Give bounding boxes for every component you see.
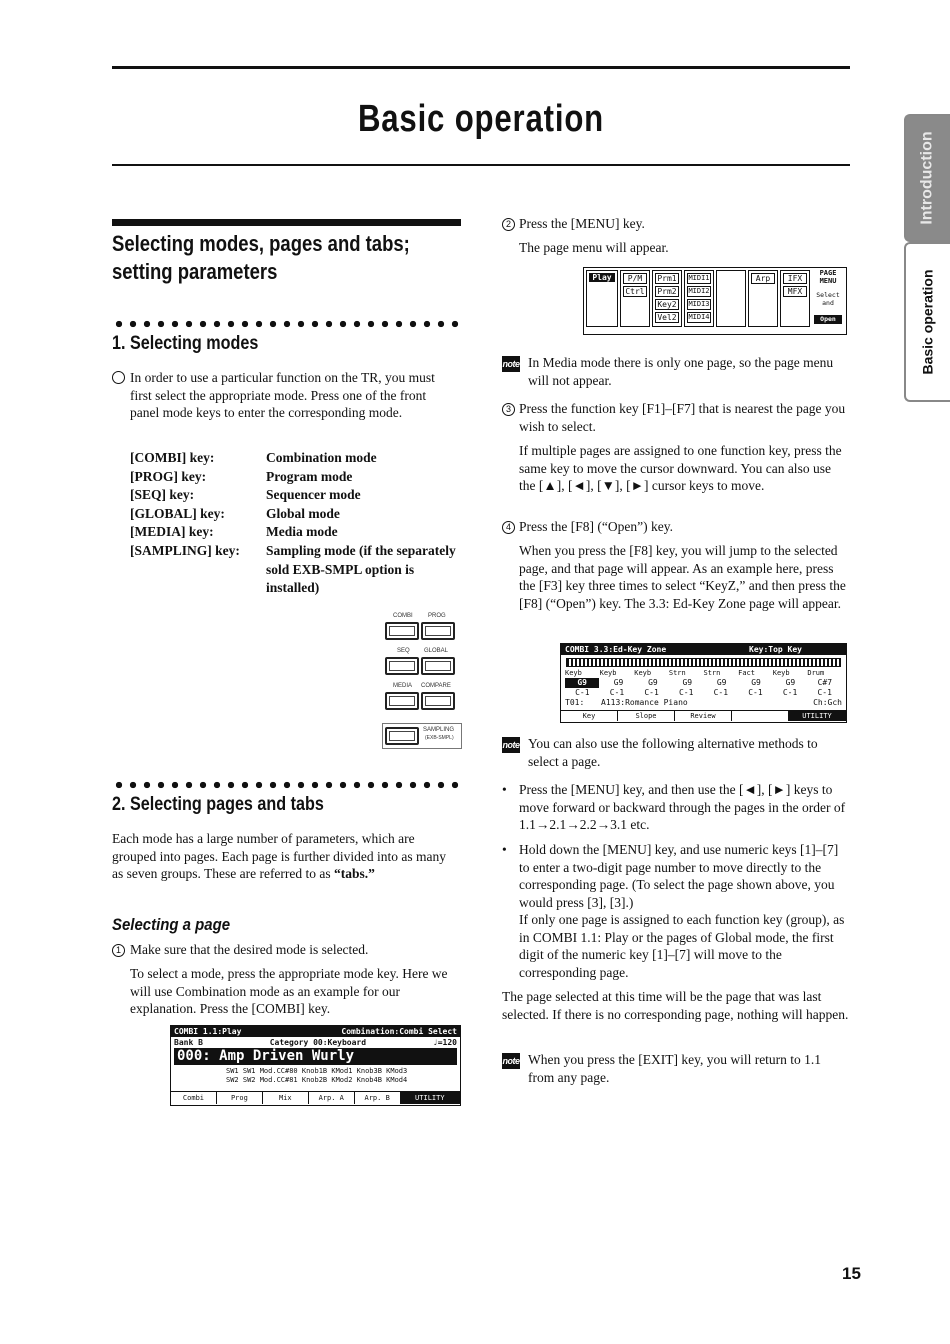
title-rule	[112, 164, 850, 166]
page-number: 15	[842, 1264, 861, 1283]
menu-col-pm: P/M Ctrl	[620, 270, 650, 327]
combi-key-button[interactable]	[385, 622, 419, 640]
table-row: [PROG] key: Program mode	[130, 468, 353, 484]
section-heading: Selecting modes, pages and tabs; setting parameters	[112, 231, 410, 284]
track-row: Keyb Keyb Keyb Strn Strn Fact Keyb Drum	[565, 669, 825, 677]
top-rule	[112, 66, 850, 69]
global-key-button[interactable]	[421, 657, 455, 675]
subsection-heading: 2. Selecting pages and tabs	[112, 794, 324, 815]
lcd-tab-row	[171, 1091, 460, 1104]
selecting-page-heading: Selecting a page	[112, 915, 231, 934]
top-key-row: G9 G9 G9 G9 G9 G9 G9 C#7	[561, 678, 846, 688]
lcd-tab-arp-b[interactable]: Arp. B	[355, 1092, 401, 1104]
note-icon: note	[502, 356, 520, 372]
bottom-key-row: C-1 C-1 C-1 C-1 C-1 C-1 C-1 C-1	[575, 688, 832, 697]
sampling-key-button[interactable]	[385, 727, 419, 745]
mode-key-table	[130, 449, 456, 598]
note-icon: note	[502, 737, 520, 753]
menu-side-panel: PAGE MENU Select and Open	[812, 269, 844, 331]
lcd-tab-empty	[732, 711, 789, 721]
bullet-menu-cursor: • Press the [MENU] key, and then use the [◄], [►] keys to move forward or backward through the pages in the order of 1.1→2.1→2.2→3.1 etc.	[502, 782, 846, 833]
lcd-ctrl-row-1: SW1 SW1 Mod.CC#80 Knob1B KMod1 Knob3B KMod3	[226, 1067, 408, 1075]
lcd-tab-mix[interactable]: Mix	[263, 1092, 309, 1104]
lcd-ctrl-row-2: SW2 SW2 Mod.CC#81 Knob2B KMod2 Knob4B KMod4	[226, 1076, 408, 1084]
bullet-icon: •	[502, 782, 507, 797]
lcd-tab-slope[interactable]: Slope	[618, 711, 675, 721]
subsection-heading: 1. Selecting modes	[112, 333, 259, 354]
lcd-title-bar: COMBI 3.3:Ed-Key Zone Key:Top Key	[561, 644, 846, 655]
note-media-mode: In Media mode there is only one page, so the page menu will not appear.	[528, 355, 834, 388]
menu-col-arp: Arp	[748, 270, 778, 327]
lcd-title-bar: COMBI 1.1:Play Combination:Combi Select	[171, 1026, 460, 1037]
prog-key-button[interactable]	[421, 622, 455, 640]
lcd-combi-name: 000: Amp Driven Wurly	[174, 1048, 457, 1065]
menu-col-empty	[716, 270, 746, 327]
table-row: [SAMPLING] key: Sampling mode (if the separately sold EXB-SMPL option is installed)	[130, 542, 456, 596]
program-row: T01: A113:Romance Piano Ch:Gch	[565, 698, 842, 707]
menu-col-fx: IFX MFX	[780, 270, 810, 327]
step-1-detail: To select a mode, press the appropriate mode key. Here we will use Combination mode as an example for our explanation. Press the [COMBI] key.	[130, 966, 448, 1017]
pages-paragraph: Each mode has a large number of parameters, which are grouped into pages. Each page is further divided into as many as seven groups. These are referred to as “tabs.”	[112, 831, 447, 882]
step-number-1: 1	[112, 944, 125, 957]
table-row: [MEDIA] key: Media mode	[130, 524, 338, 540]
lcd-tab-utility[interactable]: UTILITY	[789, 711, 846, 721]
circle-bullet-icon	[112, 371, 125, 384]
lcd-tempo: ♩=120	[432, 1038, 457, 1047]
mode-keys-panel: COMBI PROG SEQ GLOBAL MEDIA COMPARE SAMPLING (EXB-SMPL)	[380, 610, 462, 750]
lcd-tab-combi[interactable]: Combi	[171, 1092, 217, 1104]
step-number-2: 2	[502, 218, 515, 231]
page-title: Basic operation	[357, 98, 605, 140]
menu-col-play: Play	[586, 270, 618, 327]
lcd-tab-review[interactable]: Review	[675, 711, 732, 721]
step-4-detail: When you press the [F8] key, you will jump to the selected page, and that page will appear. As an example here, press the [F3] key three times to select “KeyZ,” and then press the [F8] (“Open”) key. The 3.3: Ed-Key Zone page will appear.	[519, 543, 846, 611]
step-number-3: 3	[502, 403, 515, 416]
step-2-detail: The page menu will appear.	[519, 240, 669, 255]
lcd-tab-arp-a[interactable]: Arp. A	[309, 1092, 355, 1104]
lcd-page-menu	[583, 267, 847, 335]
lcd-key-zone	[560, 643, 847, 723]
bullet-numeric-keys: • Hold down the [MENU] key, and use numeric keys [1]–[7] to enter a two-digit page number to move directly to the corresponding page. (To select the page shown above, you would press [3], [3].)	[502, 842, 839, 910]
dotted-divider	[112, 320, 462, 328]
step-2: 2 Press the [MENU] key.	[502, 215, 852, 233]
menu-col-midi: MIDI1 MIDI2 MIDI3 MIDI4	[684, 270, 714, 327]
note-alternative-methods: You can also use the following alternative methods to select a page.	[528, 736, 818, 769]
keyboard-strip	[566, 658, 841, 667]
lcd-tab-utility[interactable]: UTILITY	[401, 1092, 460, 1104]
lcd-tab-row	[561, 710, 846, 721]
bullet-icon: •	[502, 842, 507, 857]
step-3: 3 Press the function key [F1]–[F7] that is nearest the page you wish to select.	[502, 400, 852, 435]
step-number-4: 4	[502, 521, 515, 534]
dotted-divider	[112, 781, 462, 789]
lcd-tab-prog[interactable]: Prog	[217, 1092, 263, 1104]
table-row: [SEQ] key: Sequencer mode	[130, 487, 361, 503]
section-rule	[112, 219, 461, 226]
note-exit-key: When you press the [EXIT] key, you will return to 1.1 from any page.	[528, 1052, 822, 1085]
compare-key-button[interactable]	[421, 692, 455, 710]
lcd-bank: Bank B	[174, 1038, 203, 1047]
side-tab-basic-operation[interactable]: Basic operation	[904, 242, 950, 402]
step-3-detail: If multiple pages are assigned to one function key, press the same key to move the cursor downward. You can also use the [▲], [◄], [▼], [►] cursor keys to move.	[519, 443, 842, 494]
table-row: [GLOBAL] key: Global mode	[130, 505, 340, 521]
note-icon: note	[502, 1053, 520, 1069]
closing-paragraph: The page selected at this time will be the page that was last selected. If there is no corresponding page, nothing will happen.	[502, 989, 849, 1022]
intro-paragraph: In order to use a particular function on the TR, you must first select the appropriate mode. Press one of the front panel mode keys to enter the corresponding mode.	[112, 369, 457, 422]
table-row: [COMBI] key: Combination mode	[130, 450, 377, 465]
step-1: 1 Make sure that the desired mode is selected.	[112, 941, 457, 959]
media-key-button[interactable]	[385, 692, 419, 710]
side-tab-introduction[interactable]: Introduction	[904, 114, 950, 242]
bullet-numeric-detail: If only one page is assigned to each function key (group), as in COMBI 1.1: Play or the pages of Global mode, the first digit of the numeric key [1]–[7] will move to the corresponding page.	[519, 912, 845, 980]
step-4: 4 Press the [F8] (“Open”) key.	[502, 518, 852, 536]
lcd-tab-key[interactable]: Key	[561, 711, 618, 721]
menu-col-prm: Prm1 Prm2 Key2 Vel2	[652, 270, 682, 327]
lcd-combi-play	[170, 1025, 461, 1106]
open-button[interactable]: Open	[814, 315, 842, 324]
seq-key-button[interactable]	[385, 657, 419, 675]
lcd-category: Category 00:Keyboard	[269, 1038, 367, 1047]
